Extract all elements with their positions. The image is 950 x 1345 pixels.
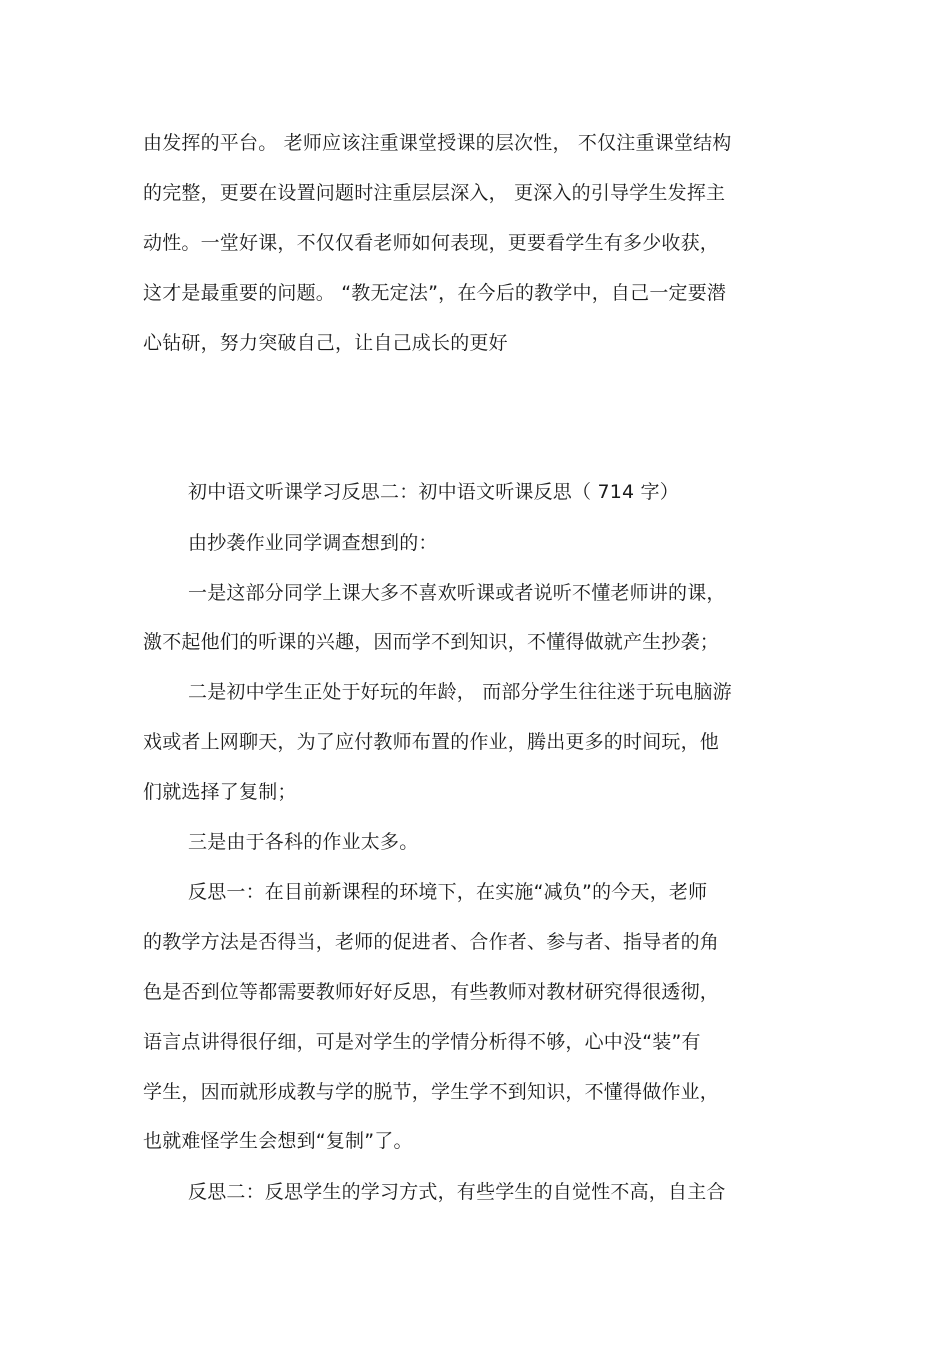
text-line: 二是初中学生正处于好玩的年龄， 而部分学生往往迷于玩电脑游 — [188, 681, 732, 703]
section-title: 初中语文听课学习反思二：初中语文听课反思（ 714 字） — [188, 481, 679, 503]
point-three: 三是由于各科的作业太多。 — [188, 831, 419, 853]
text-line: 也就难怪学生会想到“复制”了。 — [143, 1130, 413, 1152]
text-line: 色是否到位等都需要教师好好反思，有些教师对教材研究得很透彻， — [143, 981, 720, 1003]
text-line: 的教学方法是否得当，老师的促进者、合作者、参与者、指导者的角 — [143, 931, 720, 953]
text-line: 这才是最重要的问题。 “教无定法”，在今后的教学中，自己一定要潜 — [143, 282, 727, 304]
text-line: 动性。一堂好课，不仅仅看老师如何表现，更要看学生有多少收获， — [143, 232, 720, 254]
text-line: 反思一：在目前新课程的环境下，在实施“减负”的今天，老师 — [188, 881, 708, 903]
text-line: 由发挥的平台。 老师应该注重课堂授课的层次性， 不仅注重课堂结构 — [143, 132, 732, 154]
text-line: 学生，因而就形成教与学的脱节，学生学不到知识，不懂得做作业， — [143, 1081, 720, 1103]
text-line: 们就选择了复制； — [143, 781, 297, 803]
text-line: 心钻研，努力突破自己，让自己成长的更好 — [143, 332, 508, 354]
text-line: 一是这部分同学上课大多不喜欢听课或者说听不懂老师讲的课， — [188, 582, 726, 604]
text-line: 激不起他们的听课的兴趣，因而学不到知识，不懂得做就产生抄袭； — [143, 631, 720, 653]
intro-line: 由抄袭作业同学调查想到的： — [188, 532, 438, 554]
text-line: 反思二：反思学生的学习方式，有些学生的自觉性不高，自主合 — [188, 1181, 726, 1203]
text-line: 戏或者上网聊天，为了应付教师布置的作业，腾出更多的时间玩，他 — [143, 731, 720, 753]
text-line: 的完整，更要在设置问题时注重层层深入， 更深入的引导学生发挥主 — [143, 182, 726, 204]
text-line: 语言点讲得很仔细，可是对学生的学情分析得不够，心中没“装”有 — [143, 1031, 701, 1053]
